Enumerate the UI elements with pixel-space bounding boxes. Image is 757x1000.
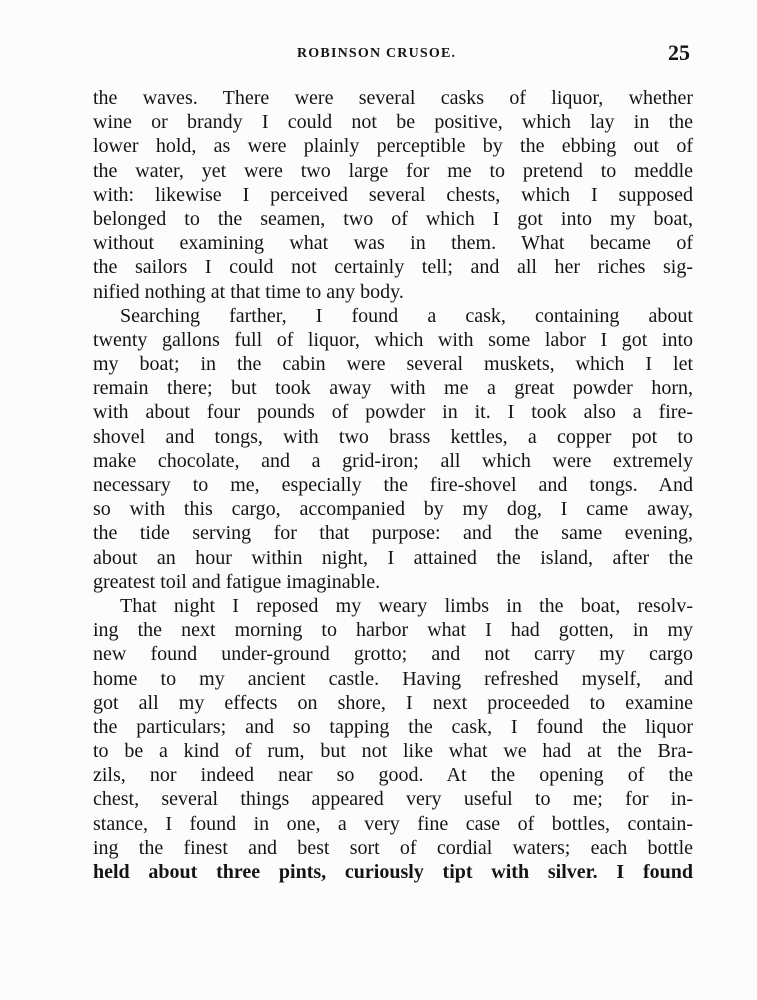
paragraph-first-line: That night I reposed my weary limbs in the boat, resolv-	[120, 594, 693, 617]
running-title: ROBINSON CRUSOE.	[297, 46, 457, 61]
text-line: the tide serving for that purpose: and the same evening,	[93, 522, 693, 545]
text-line: so with this cargo, accompanied by my dog, I came away,	[93, 498, 693, 521]
text-line: new found under-ground grotto; and not carry my cargo	[93, 643, 693, 666]
text-line: the particulars; and so tapping the cask, I found the liquor	[93, 715, 693, 738]
text-line: necessary to me, especially the fire-shovel and tongs. And	[93, 474, 693, 496]
text-line: ing the next morning to harbor what I had gotten, in my	[93, 619, 693, 642]
paragraph-first-line: Searching farther, I found a cask, containing about	[120, 304, 693, 327]
paragraph-end-line: nified nothing at that time to any body.	[93, 280, 404, 303]
text-line: with: likewise I perceived several chests, which I supposed	[93, 183, 693, 206]
text-line: remain there; but took away with me a great powder horn,	[93, 377, 693, 400]
text-line: got all my effects on shore, I next proceeded to examine	[93, 691, 693, 714]
text-line: twenty gallons full of liquor, which with some labor I got into	[93, 328, 693, 351]
text-line: chest, several things appeared very useful to me; for in-	[93, 788, 693, 811]
page-number: 25	[668, 40, 690, 65]
text-line: home to my ancient castle. Having refreshed myself, and	[93, 667, 693, 690]
text-line: my boat; in the cabin were several muskets, which I let	[93, 353, 693, 376]
text-line: ing the finest and best sort of cordial waters; each bottle	[93, 836, 693, 859]
text-line: shovel and tongs, with two brass kettles, a copper pot to	[93, 425, 693, 448]
text-line: the sailors I could not certainly tell; and all her riches sig-	[93, 256, 693, 279]
text-line: wine or brandy I could not be positive, which lay in the	[93, 111, 693, 134]
body-text	[93, 86, 693, 884]
text-line: belonged to the seamen, two of which I got into my boat,	[93, 207, 693, 230]
text-line: held about three pints, curiously tipt with silver. I found	[93, 861, 693, 883]
text-line: about an hour within night, I attained the island, after the	[93, 546, 693, 569]
text-line: stance, I found in one, a very fine case of bottles, contain-	[93, 812, 693, 835]
text-line: lower hold, as were plainly perceptible by the ebbing out of	[93, 135, 693, 158]
text-line: the waves. There were several casks of liquor, whether	[93, 87, 693, 109]
text-line: with about four pounds of powder in it. I took also a fire-	[93, 401, 693, 424]
text-line: zils, nor indeed near so good. At the opening of the	[93, 764, 693, 787]
text-line: to be a kind of rum, but not like what we had at the Bra-	[93, 740, 693, 763]
running-head	[92, 42, 692, 72]
text-line: without examining what was in them. What became of	[93, 232, 693, 255]
paragraph-end-line: greatest toil and fatigue imaginable.	[93, 570, 381, 593]
text-line: the water, yet were two large for me to pretend to meddle	[93, 159, 693, 182]
text-line: make chocolate, and a grid-iron; all which were extremely	[93, 449, 693, 472]
